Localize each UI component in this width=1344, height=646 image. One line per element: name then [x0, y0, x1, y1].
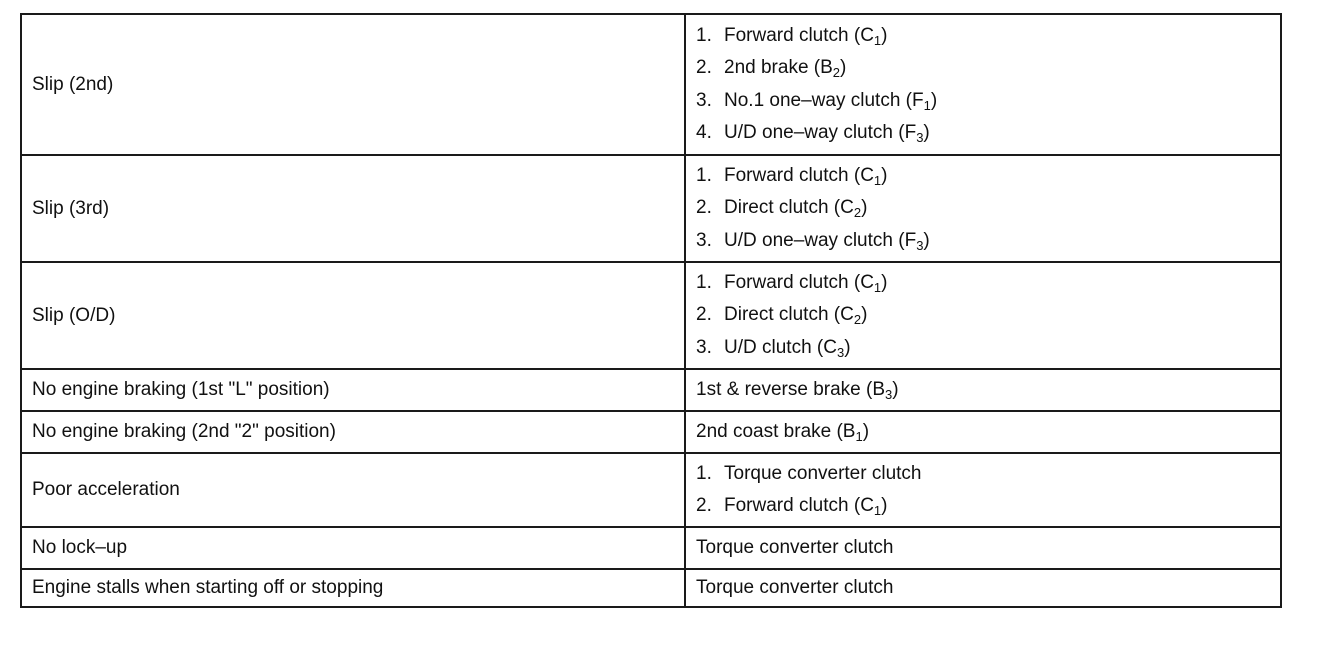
condition-cell	[21, 453, 685, 527]
part-item: 2. 2nd brake $(B_2)$	[696, 57, 847, 80]
condition-text: No engine braking (1st "L" position)	[32, 379, 330, 400]
part-item: 1. Forward clutch $(C_1)$	[696, 271, 888, 295]
condition-cell	[21, 527, 685, 569]
condition-cell	[21, 411, 685, 453]
part-item: 1st & reverse brake $(B_3)$	[696, 379, 899, 402]
condition-cell	[21, 569, 685, 607]
condition-text: No engine braking (2nd "2" position)	[32, 421, 336, 442]
parts-cell	[685, 527, 1281, 569]
part-item: Torque converter clutch	[696, 577, 894, 598]
condition-text: Slip (2nd)	[32, 73, 114, 95]
parts-cell	[685, 411, 1281, 453]
condition-cell	[21, 14, 685, 155]
parts-cell	[685, 14, 1281, 155]
parts-cell	[685, 453, 1281, 527]
table-row	[21, 527, 1281, 569]
condition-cell	[21, 369, 685, 411]
part-item: 2. Direct clutch $(C_2)$	[696, 304, 868, 328]
part-item: 1. Torque converter clutch	[696, 462, 922, 484]
diagnosis-table	[20, 13, 1282, 608]
part-item: Torque converter clutch	[696, 537, 894, 558]
part-item: 1. Forward clutch $(C_1)$	[696, 164, 888, 188]
part-item: 4. U/D one–way clutch $(F_3)$	[696, 122, 930, 145]
condition-text: No lock–up	[32, 537, 128, 558]
part-item: 1. Forward clutch $(C_1)$	[696, 24, 888, 48]
part-item: 3. U/D clutch $(C_3)$	[696, 336, 851, 360]
table-row	[21, 411, 1281, 453]
part-item: 3. U/D one–way clutch $(F_3)$	[696, 229, 930, 253]
condition-cell	[21, 155, 685, 262]
table-row	[21, 14, 1281, 155]
condition-text: Slip (3rd)	[32, 197, 110, 219]
parts-cell	[685, 155, 1281, 262]
condition-text: Slip (O/D)	[32, 304, 116, 326]
table-row	[21, 155, 1281, 262]
part-item: 2. Forward clutch $(C_1)$	[696, 495, 888, 518]
parts-cell	[685, 262, 1281, 369]
table-row	[21, 453, 1281, 527]
table-row	[21, 262, 1281, 369]
part-item: 3. No.1 one–way clutch $(F_1)$	[696, 89, 938, 113]
condition-text: Poor acceleration	[32, 479, 180, 500]
parts-cell	[685, 369, 1281, 411]
table-row	[21, 369, 1281, 411]
condition-cell	[21, 262, 685, 369]
table-row	[21, 569, 1281, 607]
parts-cell	[685, 569, 1281, 607]
condition-text: Engine stalls when starting off or stopping	[32, 577, 384, 598]
part-item: 2nd coast brake $(B_1)$	[696, 421, 870, 444]
part-item: 2. Direct clutch $(C_2)$	[696, 197, 868, 221]
